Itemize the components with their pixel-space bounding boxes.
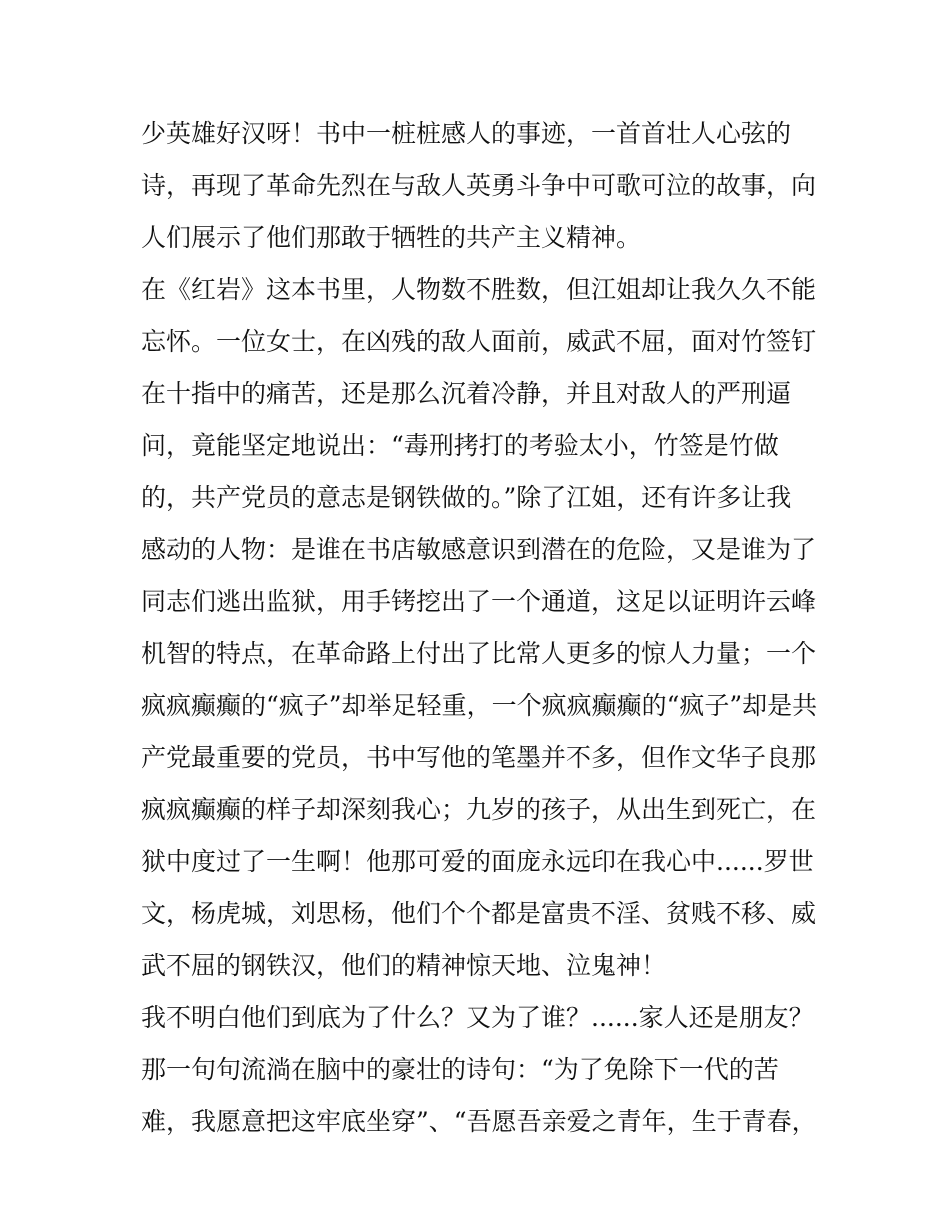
text-line: 文，杨虎城，刘思杨，他们个个都是富贵不淫、贫贱不移、威 [141, 899, 817, 928]
text-line: 在十指中的痛苦，还是那么沉着冷静，并且对敌人的严刑逼 [141, 379, 792, 408]
text-line: 人们展示了他们那敢于牺牲的共产主义精神。 [141, 223, 642, 252]
text-line: 感动的人物：是谁在书店敏感意识到潜在的危险，又是谁为了 [141, 535, 817, 564]
text-line: 的，共产党员的意志是钢铁做的。”除了江姐，还有许多让我 [141, 483, 792, 512]
text-line: 忘怀。一位女士，在凶残的敌人面前，威武不屈，面对竹签钉 [141, 327, 817, 356]
text-line: 武不屈的钢铁汉，他们的精神惊天地、泣鬼神！ [141, 951, 667, 980]
text-line: 在《红岩》这本书里，人物数不胜数，但江姐却让我久久不能 [141, 275, 817, 304]
text-line: 狱中度过了一生啊！他那可爱的面庞永远印在我心中......罗世 [141, 847, 814, 876]
text-line: 同志们逃出监狱，用手铐挖出了一个通道，这足以证明许云峰 [141, 587, 817, 616]
text-line: 少英雄好汉呀！书中一桩桩感人的事迹，一首首壮人心弦的 [141, 119, 792, 148]
body-text [141, 108, 831, 1148]
text-line: 难，我愿意把这牢底坐穿”、“吾愿吾亲爱之青年，生于青春， [141, 1107, 817, 1136]
text-line: 产党最重要的党员，书中写他的笔墨并不多，但作文华子良那 [141, 743, 817, 772]
text-line: 机智的特点，在革命路上付出了比常人更多的惊人力量；一个 [141, 639, 817, 668]
text-line: 我不明白他们到底为了什么？又为了谁？......家人还是朋友？ [141, 1003, 814, 1032]
text-line: 疯疯癫癫的“疯子”却举足轻重，一个疯疯癫癫的“疯子”却是共 [141, 691, 818, 720]
text-line: 问，竟能坚定地说出：“毒刑拷打的考验太小，竹签是竹做 [141, 431, 779, 460]
text-line: 诗，再现了革命先烈在与敌人英勇斗争中可歌可泣的故事，向 [141, 171, 817, 200]
text-line: 那一句句流淌在脑中的豪壮的诗句：“为了免除下一代的苦 [141, 1055, 779, 1084]
text-line: 疯疯癫癫的样子却深刻我心；九岁的孩子，从出生到死亡，在 [141, 795, 817, 824]
